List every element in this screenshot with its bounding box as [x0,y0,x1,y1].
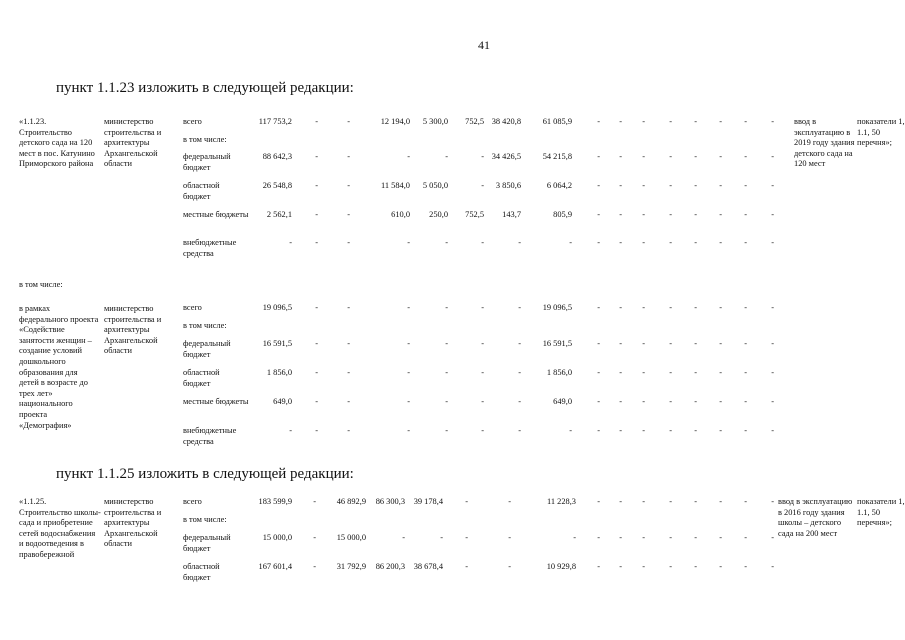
section1-result: ввод в эксплуатацию в 2019 году здания детского сада на 120 мест [794,117,855,169]
section2-indicators: показатели 1, 1.1, 50 перечня»; [857,497,905,528]
section1-subitem-cell: - [744,303,747,312]
section1-subitem-cell: - [771,303,774,312]
section1-subitem-cell: - [518,426,521,435]
section2-heading: пункт 1.1.25 изложить в следующей редакции: [56,466,354,482]
section1-cell: - [719,210,722,219]
section2-cell: - [597,562,600,571]
section1-subitem-cell: 1 856,0 [546,368,572,377]
section1-subitem-cell: - [315,339,318,348]
section1-subitem-cell: - [669,303,672,312]
section2-cell: - [719,533,722,542]
section1-cell: - [719,117,722,126]
section1-cell: - [445,152,448,161]
section1-subitem-cell: - [518,303,521,312]
section1-subitem-cell: - [669,397,672,406]
section1-subitem-cell: - [719,303,722,312]
section1-cell: - [694,238,697,247]
section2-cell: - [508,497,511,506]
section1-cell: - [347,117,350,126]
section1-subitem-cell: - [518,368,521,377]
section1-cell: - [619,152,622,161]
section1-subitem-cell: - [481,303,484,312]
section1-subitem-cell: - [669,339,672,348]
section1-subitem-cell: - [597,397,600,406]
section1-cell: - [642,238,645,247]
section1-subitem-cell: - [481,339,484,348]
section1-cell: - [518,238,521,247]
section1-subitem-cell: - [481,426,484,435]
section1-item-text: «1.1.23. Строительство детского сада на 120 мест в пос. Катунино Приморского района [19,117,95,169]
section1-cell: - [771,181,774,190]
section1-subitem-row-label: федеральный бюджет [183,339,231,359]
section1-cell: 38 420,8 [491,117,521,126]
section1-cell: 2 562,1 [266,210,292,219]
section2-cell: - [465,562,468,571]
section1-row-label: местные бюджеты [183,210,249,219]
section1-subitem-row-label: местные бюджеты [183,397,249,406]
section1-cell: - [619,181,622,190]
section1-cell: - [719,152,722,161]
section1-subitem-cell: - [619,303,622,312]
page-number: 41 [478,38,490,52]
section2-cell: - [508,533,511,542]
section1-cell: - [642,117,645,126]
section1-subitem-row-label: внебюджетные средства [183,426,237,446]
section2-cell: - [669,533,672,542]
section1-cell: - [619,210,622,219]
section1-cell: - [347,210,350,219]
section1-cell: 6 064,2 [546,181,572,190]
section1-subitem-cell: - [289,426,292,435]
section1-subitem-cell: - [315,368,318,377]
section1-subitem-cell: - [771,368,774,377]
section1-cell: - [642,152,645,161]
section2-row-label: федеральный бюджет [183,533,231,553]
section1-subitem-cell: - [771,397,774,406]
section1-cell: 752,5 [465,117,484,126]
section1-cell: - [597,117,600,126]
section1-row-label: областной бюджет [183,181,220,201]
section1-cell: - [597,152,600,161]
section1-subitem-row-label: областной бюджет [183,368,220,388]
section1-subitem-cell: 19 096,5 [262,303,292,312]
section2-cell: - [642,533,645,542]
section1-cell: - [347,238,350,247]
section1-cell: 610,0 [391,210,410,219]
section1-subitem-cell: - [694,339,697,348]
section2-cell: - [694,533,697,542]
section2-cell: 86 300,3 [375,497,405,506]
section1-cell: 250,0 [429,210,448,219]
section1-cell: 752,5 [465,210,484,219]
section1-cell: 3 850,6 [495,181,521,190]
section1-cell: - [619,117,622,126]
section1-subitem-cell: - [315,397,318,406]
section1-cell: - [642,210,645,219]
section1-cell: 88 642,3 [262,152,292,161]
section1-subitem-cell: - [347,303,350,312]
section1-subitem-cell: 16 591,5 [262,339,292,348]
section1-cell: 61 085,9 [542,117,572,126]
section1-subitem-cell: 649,0 [553,397,572,406]
section1-subitem-cell: - [445,303,448,312]
section1-subitem-cell: - [694,426,697,435]
section1-subitem-cell: - [347,339,350,348]
section2-row-label: всего [183,497,202,506]
section2-item-text: «1.1.25. Строительство школы-сада и приобретение сетей водоснабжения и водоотведения в правобережной [19,497,101,559]
section1-cell: 54 215,8 [542,152,572,161]
section1-subitem-cell: - [771,426,774,435]
section1-subitem-cell: - [597,339,600,348]
section1-subitem-cell: - [642,339,645,348]
section1-cell: - [669,117,672,126]
section1-subitem-cell: - [481,397,484,406]
section2-cell: - [642,562,645,571]
section2-cell: 46 892,9 [336,497,366,506]
section1-subitem-row-label: в том числе: [183,321,227,330]
section1-subitem-cell: - [694,397,697,406]
section1-subitem-cell: - [744,339,747,348]
section1-subitem-cell: - [347,368,350,377]
section1-cell: - [407,152,410,161]
section1-cell: 805,9 [553,210,572,219]
section2-cell: 167 601,4 [258,562,292,571]
section1-subitem-cell: - [642,303,645,312]
section1-cell: - [315,181,318,190]
section1-subitem-cell: - [518,339,521,348]
section1-subitem-text: в рамках федерального проекта «Содействие занятости женщин – создание условий дошкольного образования для детей в возрасте до трех лет» национального проекта «Демография» [19,304,99,430]
section2-cell: 86 200,3 [375,562,405,571]
section1-cell: - [694,152,697,161]
section1-subitem-cell: - [597,368,600,377]
section1-cell: - [642,181,645,190]
section2-executor: министерство строительства и архитектуры Архангельской области [104,497,162,549]
section1-subitem-cell: - [619,426,622,435]
section1-cell: 117 753,2 [258,117,292,126]
section2-cell: - [465,533,468,542]
section1-cell: - [315,117,318,126]
section2-cell: - [465,497,468,506]
section2-cell: 39 178,4 [413,497,443,506]
section2-cell: - [619,562,622,571]
section1-subitem-cell: - [771,339,774,348]
section1-cell: - [694,181,697,190]
section2-cell: - [669,497,672,506]
section1-cell: 12 194,0 [380,117,410,126]
section1-cell: - [619,238,622,247]
section1-cell: - [744,238,747,247]
section2-cell: - [440,533,443,542]
section2-cell: - [744,533,747,542]
section1-executor: министерство строительства и архитектуры Архангельской области [104,117,162,169]
section1-cell: - [481,238,484,247]
section1-subitem-cell: - [407,303,410,312]
section1-cell: - [669,238,672,247]
section2-cell: - [597,497,600,506]
section1-subitem-cell: - [669,368,672,377]
section2-cell: - [771,562,774,571]
section2-cell: - [719,562,722,571]
section1-cell: - [744,210,747,219]
section1-cell: - [347,152,350,161]
section1-subitem-cell: - [694,368,697,377]
section1-cell: - [771,238,774,247]
section1-row-label: всего [183,117,202,126]
section2-cell: 15 000,0 [336,533,366,542]
section1-subitem-cell: - [445,339,448,348]
section1-subitem-cell: - [445,368,448,377]
section1-subitem-cell: - [619,339,622,348]
section1-cell: - [481,181,484,190]
section1-subitem-executor: министерство строительства и архитектуры Архангельской области [104,304,162,356]
section2-cell: - [597,533,600,542]
section1-subitem-cell: - [445,426,448,435]
section1-subitem-cell: - [744,368,747,377]
section1-subitem-cell: 1 856,0 [266,368,292,377]
section2-cell: - [402,533,405,542]
section2-cell: - [508,562,511,571]
section1-cell: - [315,210,318,219]
section1-cell: - [744,152,747,161]
section1-subitem-cell: - [719,426,722,435]
section2-cell: 10 929,8 [546,562,576,571]
section2-cell: - [771,533,774,542]
section1-subitem-cell: - [445,397,448,406]
section1-cell: - [597,181,600,190]
section1-row-label: федеральный бюджет [183,152,231,172]
section1-cell: - [744,117,747,126]
section1-subitem-cell: - [744,397,747,406]
section1-cell: 143,7 [502,210,521,219]
section1-cell: - [719,181,722,190]
section2-row-label: областной бюджет [183,562,220,582]
section1-cell: 11 584,0 [380,181,410,190]
section1-row-label: в том числе: [183,135,227,144]
section1-subitem-cell: - [597,303,600,312]
section1-subitem-row-label: всего [183,303,202,312]
section1-subitem-cell: - [407,339,410,348]
section2-row-label: в том числе: [183,515,227,524]
section1-subitem-cell: - [719,339,722,348]
section1-cell: - [669,210,672,219]
section1-row-label: внебюджетные средства [183,238,237,258]
section1-subitem-cell: - [315,426,318,435]
section2-cell: - [694,497,697,506]
section1-cell: - [347,181,350,190]
section1-cell: - [669,181,672,190]
section1-cell: - [569,238,572,247]
section1-subitem-cell: - [518,397,521,406]
section1-subitem-cell: - [642,426,645,435]
section2-cell: - [719,497,722,506]
section1-subitem-cell: - [619,368,622,377]
section1-subitem-cell: - [719,368,722,377]
section1-subitem-cell: - [569,426,572,435]
section2-cell: - [313,533,316,542]
section2-cell: - [694,562,697,571]
section1-cell: - [315,238,318,247]
section2-cell: - [642,497,645,506]
section1-cell: - [597,238,600,247]
section2-cell: 15 000,0 [262,533,292,542]
section1-subitem-cell: - [407,368,410,377]
section1-subitem-cell: 19 096,5 [542,303,572,312]
section1-cell: - [744,181,747,190]
section1-cell: - [771,210,774,219]
section2-cell: - [313,562,316,571]
section1-subitem-cell: 649,0 [273,397,292,406]
section1-cell: - [719,238,722,247]
section1-subitem-cell: - [642,397,645,406]
section1-subitem-cell: - [315,303,318,312]
section1-cell: - [694,210,697,219]
section1-subitem-cell: - [669,426,672,435]
section1-cell: 5 300,0 [422,117,448,126]
section1-cell: - [445,238,448,247]
section1-cell: - [407,238,410,247]
section1-subitem-cell: 16 591,5 [542,339,572,348]
section2-cell: - [573,533,576,542]
section2-cell: - [669,562,672,571]
section2-result: ввод в эксплуатацию в 2016 году здания школы – детского сада на 200 мест [778,497,853,538]
section2-cell: - [619,497,622,506]
section1-cell: - [597,210,600,219]
section2-cell: 31 792,9 [336,562,366,571]
section2-cell: - [619,533,622,542]
section1-subitem-cell: - [744,426,747,435]
section1-subitem-cell: - [347,426,350,435]
section1-cell: - [669,152,672,161]
section1-subitem-cell: - [694,303,697,312]
section1-subitem-cell: - [347,397,350,406]
section2-cell: 11 228,3 [546,497,576,506]
section1-subitem-cell: - [407,426,410,435]
section1-cell: 5 050,0 [422,181,448,190]
section1-cell: - [771,152,774,161]
section1-including-label: в том числе: [19,280,63,289]
section1-indicators: показатели 1, 1.1, 50 перечня»; [857,117,905,148]
section2-cell: - [744,562,747,571]
section2-cell: - [313,497,316,506]
section1-cell: 34 426,5 [491,152,521,161]
section1-cell: 26 548,8 [262,181,292,190]
section2-cell: - [744,497,747,506]
section1-subitem-cell: - [619,397,622,406]
section1-cell: - [771,117,774,126]
section2-cell: 38 678,4 [413,562,443,571]
section1-subitem-cell: - [597,426,600,435]
section1-subitem-cell: - [719,397,722,406]
section1-heading: пункт 1.1.23 изложить в следующей редакции: [56,80,354,96]
section2-cell: 183 599,9 [258,497,292,506]
section2-cell: - [771,497,774,506]
section1-subitem-cell: - [642,368,645,377]
section1-cell: - [289,238,292,247]
section1-cell: - [481,152,484,161]
section1-subitem-cell: - [481,368,484,377]
section1-subitem-cell: - [407,397,410,406]
section1-cell: - [315,152,318,161]
section1-cell: - [694,117,697,126]
